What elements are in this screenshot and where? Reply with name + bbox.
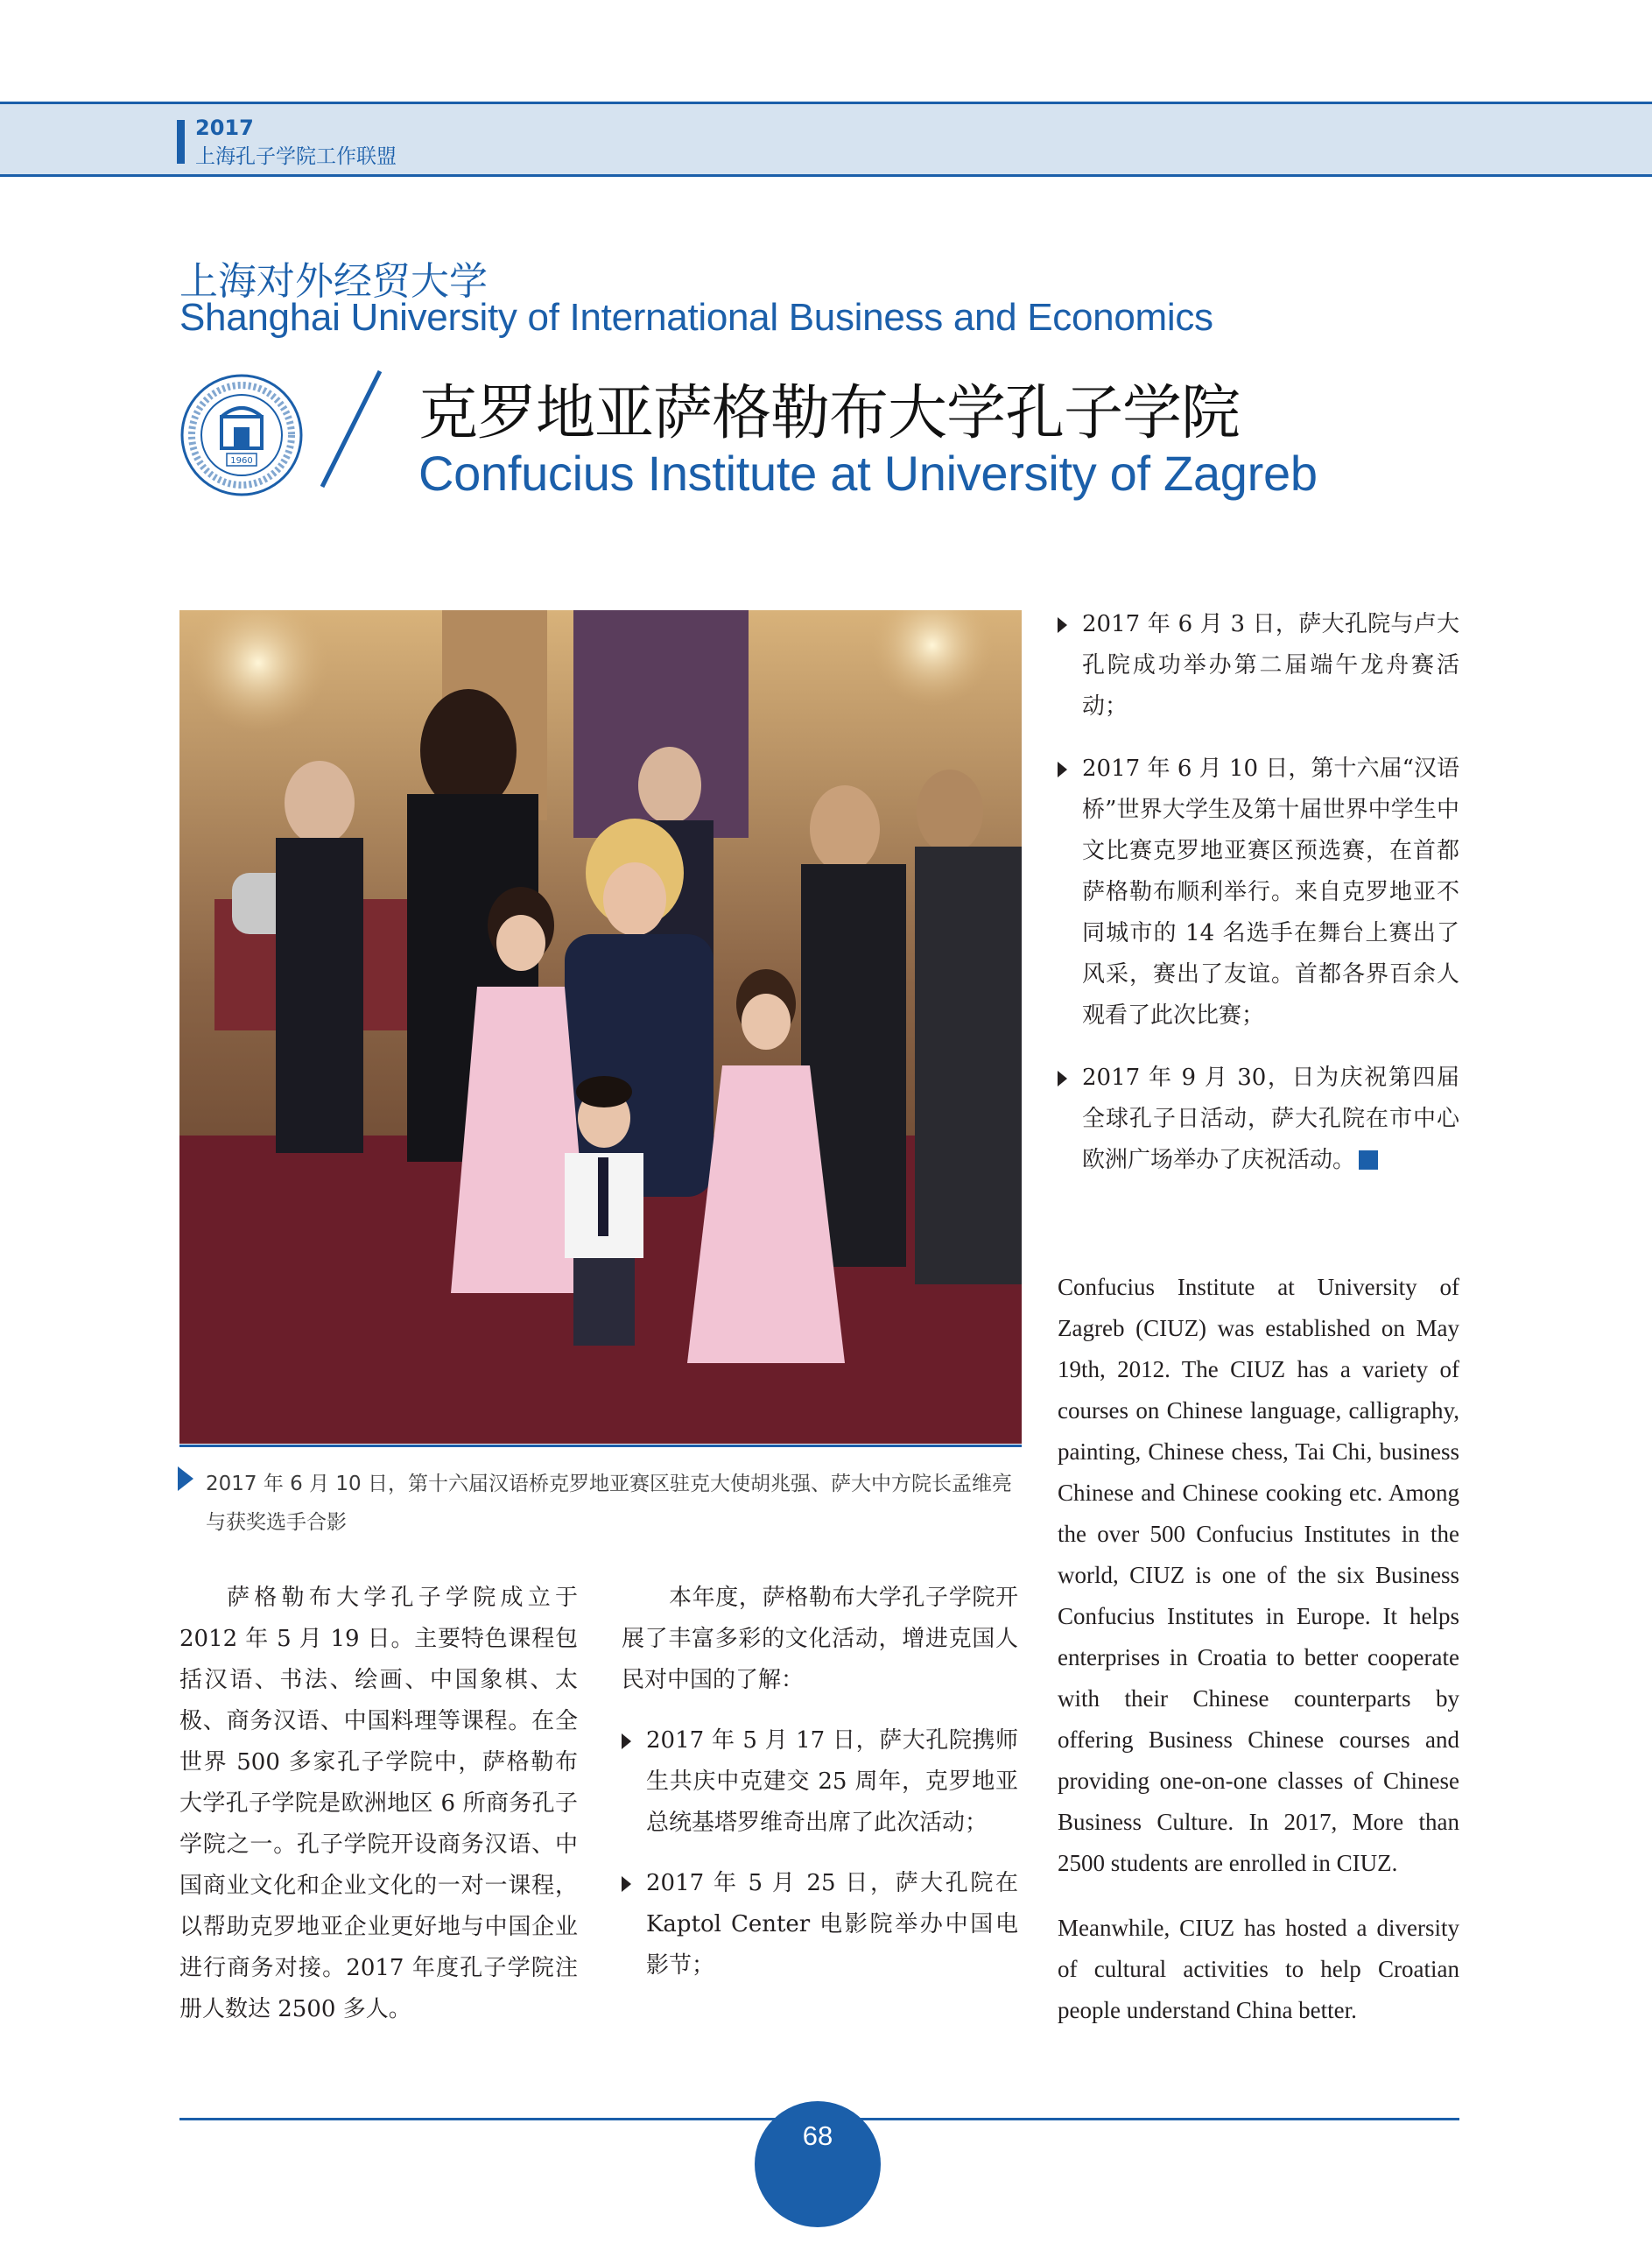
end-mark-icon xyxy=(1359,1150,1378,1170)
list-item xyxy=(622,1863,1018,1986)
institute-name-cn: 克罗地亚萨格勒布大学孔子学院 xyxy=(418,379,1241,448)
page-number: 68 xyxy=(802,2120,833,2151)
list-item xyxy=(622,1720,1018,1844)
header-subtitle: 上海孔子学院工作联盟 xyxy=(195,145,397,168)
bullet-icon xyxy=(1058,762,1067,777)
cn-activities-right-column xyxy=(1058,604,1459,1181)
list-item xyxy=(1058,749,1459,1037)
bullet-icon xyxy=(1058,1071,1067,1086)
cn-activities-intro: 本年度，萨格勒布大学孔子学院开展了丰富多彩的文化活动，增进克国人民对中国的了解： xyxy=(622,1585,1018,1693)
university-name-cn: 上海对外经贸大学 xyxy=(179,259,488,304)
cn-activities-column xyxy=(622,1578,1018,1986)
en-column xyxy=(1058,1267,1459,2031)
en-paragraph: Meanwhile, CIUZ has hosted a diversity of cultural activities to help Croatian people understand China better. xyxy=(1058,1915,1459,2023)
bullet-icon xyxy=(622,1876,631,1892)
activity-text: 2017 年 9 月 30，日为庆祝第四届全球孔子日活动，萨大孔院在市中心欧洲广场举办了庆祝活动。 xyxy=(1082,1065,1459,1173)
cn-intro-paragraph: 萨格勒布大学孔子学院成立于 2012 年 5 月 19 日。主要特色课程包括汉语、书法、绘画、中国象棋、太极、商务汉语、中国料理等课程。在全世界 500 多家孔子学院中，萨格勒布大学孔子学院是欧洲地区 6 所商务孔子学院之一。孔子学院开设商务汉语、中国商业文化和企业文化的一对一课程，以帮助克罗地亚企业更好地与中国企业进行商务对接。2017 年度孔子学院注册人数达 2500 多人。 xyxy=(179,1585,578,2022)
activity-text: 2017 年 6 月 10 日，第十六届“汉语桥”世界大学生及第十届世界中学生中文比赛克罗地亚赛区预选赛，在首都萨格勒布顺利举行。来自克罗地亚不同城市的 14 名选手在舞台上赛出了风采，赛出了友谊。首都各界百余人观看了此次比赛； xyxy=(1082,756,1459,1029)
bullet-icon xyxy=(622,1733,631,1749)
activity-text: 2017 年 5 月 25 日，萨大孔院在 Kaptol Center 电影院举办中国电影节； xyxy=(646,1870,1018,1979)
photo-caption: 2017 年 6 月 10 日，第十六届汉语桥克罗地亚赛区驻克大使胡兆强、萨大中方院长孟维亮与获奖选手合影 xyxy=(206,1473,1012,1534)
logo-year: 1960 xyxy=(230,456,253,466)
header-year: 2017 xyxy=(195,116,254,140)
title-slash xyxy=(315,368,385,490)
event-photo xyxy=(179,610,1022,1444)
en-paragraph: Confucius Institute at University of Zagreb (CIUZ) was established on May 19th, 2012. The CIUZ has a variety of courses on Chinese language, calligraphy, painting, Chinese chess, Tai Chi, business Chinese and Chinese cooking etc. Among the over 500 Confucius Institutes in the world, CIUZ is one of the six Business Confucius Institutes in Europe. It helps enterprises in Croatia to better cooperate with their Chinese counterparts by offering Business Chinese courses and providing one-on-one classes of Chinese Business Culture. In 2017, More than 2500 students are enrolled in CIUZ. xyxy=(1058,1274,1459,1876)
bullet-icon xyxy=(1058,617,1067,633)
university-name-en: Shanghai University of International Business and Economics xyxy=(179,296,1213,339)
photo-rule xyxy=(179,1445,1022,1447)
activity-text: 2017 年 6 月 3 日，萨大孔院与卢大孔院成功举办第二届端午龙舟赛活动； xyxy=(1082,611,1459,720)
university-seal-icon xyxy=(179,373,304,497)
header-accent-bar xyxy=(177,120,185,164)
list-item xyxy=(1058,604,1459,728)
institute-name-en: Confucius Institute at University of Zagreb xyxy=(418,446,1318,501)
list-item xyxy=(1058,1058,1459,1181)
caption-marker-icon xyxy=(178,1466,193,1491)
activity-text: 2017 年 5 月 17 日，萨大孔院携师生共庆中克建交 25 周年，克罗地亚总统基塔罗维奇出席了此次活动； xyxy=(646,1727,1018,1836)
